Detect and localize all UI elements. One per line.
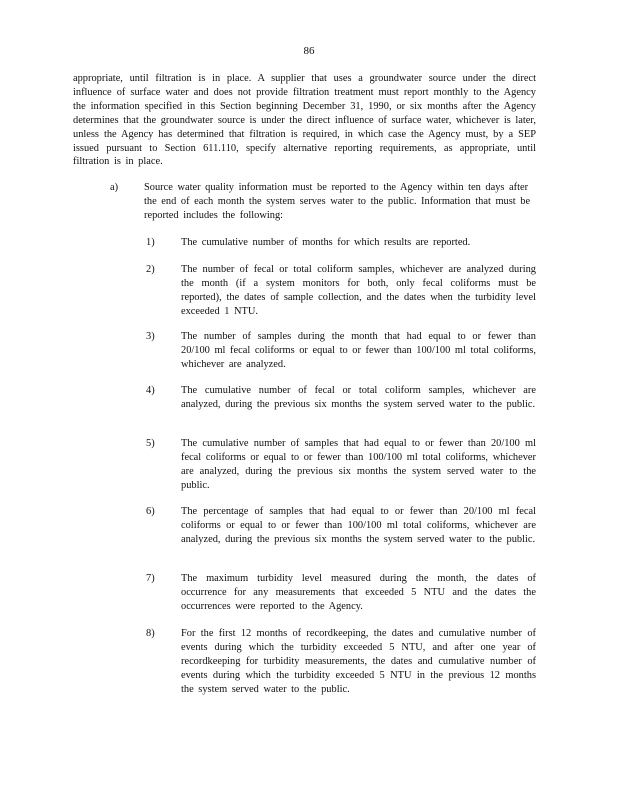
- sub-item-number: 6): [146, 506, 155, 517]
- sub-item-text: The maximum turbidity level measured during the month, the dates of occurrence for any measurements that exceeded 5 NTU and the dates the occurrences were reported to the Agency.: [181, 573, 536, 612]
- sub-item-text: The cumulative number of months for which results are reported.: [181, 237, 471, 248]
- sub-item-text: The cumulative number of samples that had equal to or fewer than 20/100 ml fecal coliforms or equal to or fewer than 100/100 ml total coliforms, whichever are analyzed, during the previous six months the system served water to the public.: [181, 438, 536, 491]
- sub-item-number: 2): [146, 264, 155, 275]
- sub-item-number: 7): [146, 573, 155, 584]
- sub-item-text: The percentage of samples that had equal to or fewer than 20/100 ml fecal coliforms or equal to or fewer than 100/100 ml total coliforms, whichever are analyzed, during the previous six months the system served water to the public.: [181, 506, 536, 545]
- sub-item-number: 1): [146, 237, 155, 248]
- list-item-text: Source water quality information must be reported to the Agency within ten days after the end of each month the system serves water to the public. Information that must be reported includes the following:: [144, 182, 531, 221]
- sub-item-number: 3): [146, 331, 155, 342]
- sub-item-text: The cumulative number of fecal or total coliform samples, whichever are analyzed, during the previous six months the system served water to the public.: [181, 385, 536, 410]
- sub-item-text: The number of samples during the month that had equal to or fewer than 20/100 ml fecal coliforms or equal to or fewer than 100/100 ml total coliforms, whichever are analyzed.: [181, 331, 536, 370]
- sub-item-text: For the first 12 months of recordkeeping, the dates and cumulative number of events during which the turbidity exceeded 5 NTU, and after one year of recordkeeping for turbidity measurements, the dates and cumulative number of events during which the turbidity exceeded 5 NTU in the previous 12 months the system served water to the public.: [181, 628, 536, 695]
- page-number: 86: [303, 45, 315, 57]
- intro-paragraph: appropriate, until filtration is in place. A supplier that uses a groundwater source under the direct influence of surface water and does not provide filtration treatment must report monthly to the Agency the information specified in this Section beginning December 31, 1990, or six months after the Agency determines that the groundwater source is under the direct influence of surface water, whichever is later, unless the Agency has determined that filtration is required, in which case the Agency must, by a SEP issued pursuant to Section 611.110, specify alternative reporting requirements, as appropriate, until filtration is in place.: [73, 73, 536, 168]
- sub-item-text: The number of fecal or total coliform samples, whichever are analyzed during the month (if a system monitors for both, only fecal coliforms must be reported), the dates of sample collection, and the dates when the turbidity level exceeded 1 NTU.: [181, 264, 536, 317]
- sub-item-number: 4): [146, 385, 155, 396]
- list-item-label: a): [110, 182, 119, 193]
- sub-item-number: 8): [146, 628, 155, 639]
- sub-item-number: 5): [146, 438, 155, 449]
